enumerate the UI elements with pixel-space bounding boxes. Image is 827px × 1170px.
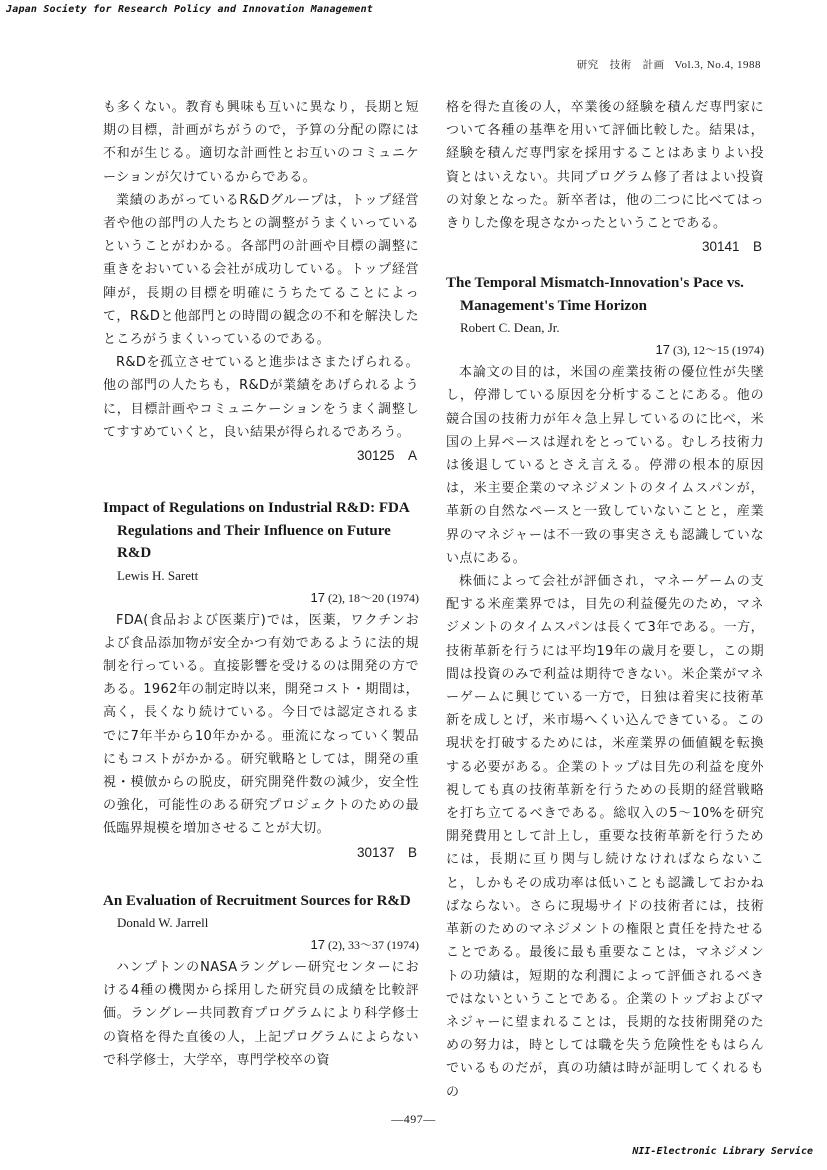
article-entry: [103, 890, 419, 1073]
right-column: [446, 96, 764, 1104]
article-title: The Temporal Mismatch-Innovation's Pace vs. Management's Time Horizon: [446, 275, 744, 314]
citation-volume: 17: [310, 937, 325, 953]
volume-info: Vol.3, No.4, 1988: [674, 59, 761, 71]
article-abstract: 本論文の目的は，米国の産業技術の優位性が失墜し，停滞している原因を分析することにある。他の競合国の技術力が年々急上昇しているのに比べ，米国の上昇ペースは遅れをとっている。むしろ技術力は後退しているとさえ言える。停滞の根本的原因は，米主要企業のマネジメントのタイムスパンが，革新の自然なペースと一致していないことと，産業界のマネジャーは不一致の事実さえも認識していない点にある。: [446, 365, 764, 566]
page-number: ―497―: [391, 1112, 436, 1126]
paragraph: 業績のあがっているR&Dグループは，トップ経営者や他の部門の人たちとの調整がうまくいっているということがわかる。各部門の計画や目標の調整に重きをおいている会社が成功している。トップ経営陣が，長期の目標を明確にうちたてることによって，R&Dと他部門との時間の観念の不和を解決したところがうまくいっているのである。: [103, 192, 419, 348]
article-abstract: ハンプトンのNASAラングレー研究センターにおける4種の機関から採用した研究員の成績を比較評価。ラングレー共同教育プログラムにより科学修士の資格を得た直後の人，上記プログラムによらないで科学修士，大学卒，専門学校卒の資: [103, 960, 419, 1068]
citation-detail: (2), 33～37 (1974): [328, 938, 419, 953]
article-citation: [103, 587, 419, 609]
citation-detail: (3), 12～15 (1974): [673, 343, 764, 358]
article-author: Robert C. Dean, Jr.: [460, 320, 560, 336]
article-citation: [103, 934, 419, 956]
citation-volume: 17: [655, 342, 670, 358]
running-head: [577, 57, 761, 72]
continued-paragraph: 格を得た直後の人，卒業後の経験を積んだ専門家について各種の基準を用いて評価比較した。結果は，経験を積んだ専門家を採用することはあまりよい投資とはいえない。共同プログラム修了者はよい投資の対象となった。新卒者は，他の二つに比べてはっきりした像を現さなかったということである。: [446, 100, 764, 232]
article-author: Lewis H. Sarett: [117, 567, 199, 583]
article-title: Impact of Regulations on Industrial R&D: FDA Regulations and Their Influence on Future R&D: [103, 500, 409, 562]
article-abstract: FDA(食品および医薬庁)では，医薬，ワクチンおよび食品添加物が安全かつ有効であるように法的規制を行っている。直接影響を受けるのは開発の方である。1962年の制定時以来，開発コスト・期間は，高く，長くなり続けている。今日では認定されるまでに7年半から10年かかる。亜流になっていく製品にもコストがかかる。研究戦略としては，開発の重視・模倣からの脱皮，研究開発件数の減少，安全性の強化，可能性のある研究プロジェクトのための最低臨界規模を増加させることが大切。: [103, 612, 419, 837]
abstract-code: 30125 A: [356, 448, 417, 464]
article-entry: [446, 272, 764, 1104]
abstract-code: 30137 B: [356, 844, 417, 860]
society-header: Japan Society for Research Policy and Innovation Management: [6, 4, 374, 15]
citation-volume: 17: [310, 589, 325, 605]
left-column: [103, 96, 419, 1072]
library-footer: NII-Electronic Library Service: [632, 1146, 813, 1157]
article-author: Donald W. Jarrell: [117, 915, 209, 931]
article-entry: [103, 497, 419, 864]
article-abstract: 株価によって会社が評価され，マネーゲームの支配する米産業界では，目先の利益優先のため，マネジメントのタイムスパンは長くて3年である。一方，技術革新を行うには平均19年の歳月を要し，この期間は投資のみで利益は期待できない。米企業がマネーゲームに興じている一方で，日独は着実に技術革新を成しとげ，米市場へくい込んできている。この現状を打破するためには，米産業界の価値観を転換する必要がある。企業のトップは目先の利益を度外視しても真の技術革新を行うための長期的経営戦略を打ち立てるべきである。総収入の5～10%を研究開発費用として計上し，重要な技術革新を行うためには，長期に亘り関与し続けなければならないこと，しかもその成功率は低いことも認識しておかねばならない。さらに現場サイドの技術者には，技術革新のためのマネジメントの権限と責任を持たせることである。最後に最も重要なことは，マネジメントの功績は，短期的な利潤によって評価されるべきではないということである。企業のトップおよびマネジャーに望まれることは，長期的な技術開発のための努力は，時としては職を失う危険性をもはらんでいるものだが，真の功績は時が証明してくれるもの: [446, 574, 764, 1100]
article-citation: [446, 339, 764, 361]
continued-paragraph: も多くない。教育も興味も互いに異なり，長期と短期の目標，計画がちがうので，予算の分配の際には不和が生じる。適切な計画性とお互いのコミュニケーションが欠けているからである。: [103, 100, 419, 185]
article-title: An Evaluation of Recruitment Sources for R&D: [103, 892, 411, 909]
paragraph: R&Dを孤立させていると進歩はさまたげられる。他の部門の人たちも，R&Dが業績をあげられるように，目標計画やコミュニケーションをうまく調整してすすめていくと，良い結果が得られるであろう。: [103, 355, 419, 440]
citation-detail: (2), 18～20 (1974): [328, 590, 419, 605]
abstract-code: 30141 B: [701, 239, 762, 255]
journal-title: 研究 技術 計画: [576, 59, 665, 71]
